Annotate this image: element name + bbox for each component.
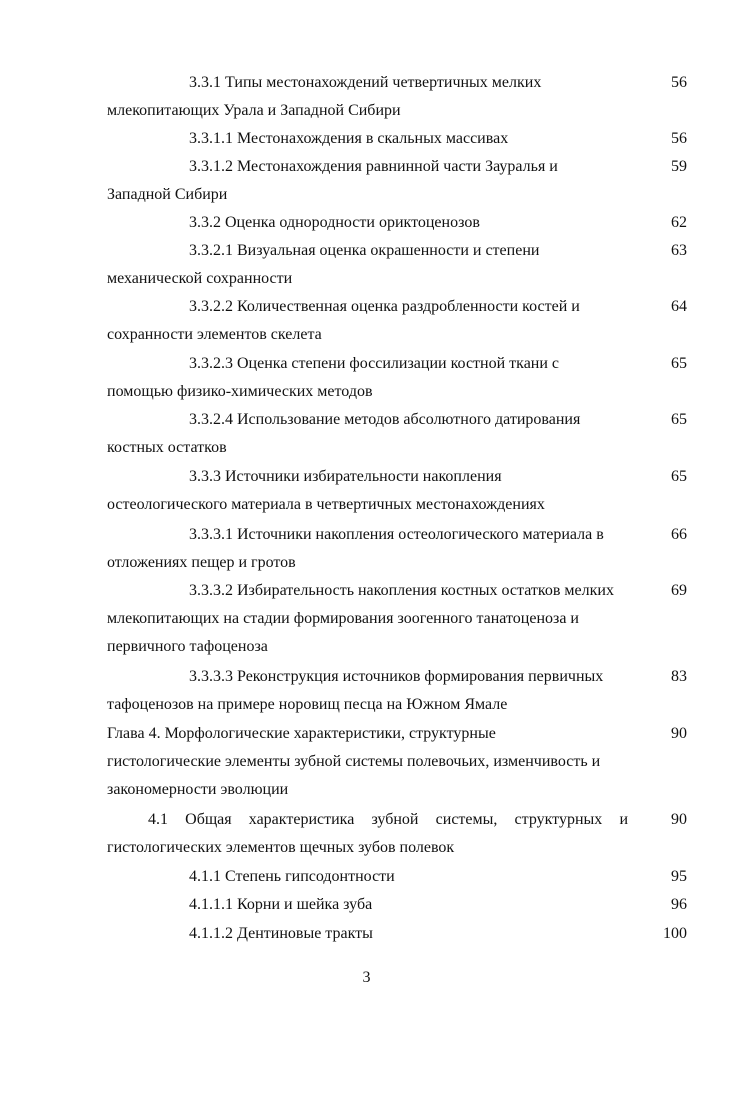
toc-entry-continuation <box>107 750 687 774</box>
toc-page-number: 65 <box>671 411 687 428</box>
toc-page-number: 59 <box>671 158 687 175</box>
toc-entry-text: гистологические элементы зубной системы полевочьих, изменчивость и <box>107 753 601 770</box>
toc-page-number: 69 <box>671 582 687 599</box>
toc-entry-text: 3.3.3.1 Источники накопления остеологического материала в <box>189 526 604 543</box>
toc-entry-continuation <box>107 493 687 517</box>
toc-entry-text: 3.3.2.2 Количественная оценка раздробленности костей и <box>189 298 580 315</box>
toc-entry-3-3-3-2 <box>107 579 687 603</box>
toc-entry-text: сохранности элементов скелета <box>107 326 322 343</box>
toc-page-number: 83 <box>671 668 687 685</box>
toc-entry-3-3-2-3 <box>107 352 687 376</box>
toc-page-number: 90 <box>671 725 687 742</box>
toc-entry-text: 3.3.1 Типы местонахождений четвертичных мелких <box>189 74 542 91</box>
toc-entry-text: 4.1.1.1 Корни и шейка зуба <box>189 896 373 913</box>
toc-entry-continuation <box>107 551 687 575</box>
toc-entry-4-1-1-1 <box>107 893 687 917</box>
toc-entry-text: 3.3.3.2 Избирательность накопления костных остатков мелких <box>189 582 614 599</box>
toc-entry-continuation <box>107 323 687 347</box>
toc-entry-text: остеологического материала в четвертичных местонахождениях <box>107 496 545 513</box>
toc-page-number: 90 <box>671 811 687 828</box>
toc-entry-continuation <box>107 635 687 659</box>
toc-entry-text: 3.3.2 Оценка однородности ориктоценозов <box>189 214 480 231</box>
toc-entry-text: тафоценозов на примере норовищ песца на Южном Ямале <box>107 696 508 713</box>
toc-entry-chapter-4 <box>107 722 687 746</box>
toc-page-number: 64 <box>671 298 687 315</box>
toc-entry-text: 3.3.1.2 Местонахождения равнинной части Зауралья и <box>189 158 558 175</box>
toc-entry-text: 3.3.2.4 Использование методов абсолютного датирования <box>189 411 581 428</box>
toc-entry-text: 4.1 Общая характеристика зубной системы, структурных и <box>148 811 628 828</box>
toc-entry-text: Западной Сибири <box>107 186 228 203</box>
toc-entry-3-3-2-4 <box>107 408 687 432</box>
toc-entry-text: закономерности эволюции <box>107 781 289 798</box>
toc-entry-continuation <box>107 436 687 460</box>
toc-page-number: 100 <box>663 925 687 942</box>
toc-entry-4-1 <box>107 808 687 832</box>
toc-entry-3-3-2 <box>107 211 687 235</box>
toc-page-number: 65 <box>671 355 687 372</box>
toc-page-number: 63 <box>671 242 687 259</box>
toc-page-number: 65 <box>671 468 687 485</box>
page-number: 3 <box>362 969 371 986</box>
toc-entry-continuation <box>107 267 687 291</box>
toc-page-number: 62 <box>671 214 687 231</box>
toc-page-number: 66 <box>671 526 687 543</box>
toc-entry-3-3-1 <box>107 71 687 95</box>
toc-entry-text: 3.3.3.3 Реконструкция источников формирования первичных <box>189 668 604 685</box>
toc-entry-text: 3.3.2.1 Визуальная оценка окрашенности и степени <box>189 242 540 259</box>
toc-entry-text: первичного тафоценоза <box>107 638 268 655</box>
toc-entry-4-1-1-2 <box>107 922 687 946</box>
toc-entry-3-3-1-2 <box>107 155 687 179</box>
toc-entry-continuation <box>107 99 687 123</box>
toc-page-number: 56 <box>671 130 687 147</box>
toc-entry-continuation <box>107 607 687 631</box>
toc-entry-3-3-2-1 <box>107 239 687 263</box>
toc-page-number: 95 <box>671 868 687 885</box>
toc-entry-3-3-3-3 <box>107 665 687 689</box>
toc-entry-continuation <box>107 778 687 802</box>
toc-entry-continuation <box>107 836 687 860</box>
toc-entry-text: гистологических элементов щечных зубов полевок <box>107 839 455 856</box>
toc-entry-text: 3.3.1.1 Местонахождения в скальных массивах <box>189 130 509 147</box>
toc-entry-text: млекопитающих Урала и Западной Сибири <box>107 102 401 119</box>
toc-entry-text: Глава 4. Морфологические характеристики, структурные <box>107 725 496 742</box>
toc-entry-continuation <box>107 183 687 207</box>
toc-entry-text: помощью физико-химических методов <box>107 383 373 400</box>
toc-entry-text: механической сохранности <box>107 270 293 287</box>
toc-entry-text: 4.1.1 Степень гипсодонтности <box>189 868 395 885</box>
toc-page-number: 56 <box>671 74 687 91</box>
toc-entry-text: млекопитающих на стадии формирования зоогенного танатоценоза и <box>107 610 579 627</box>
toc-entry-text: отложениях пещер и гротов <box>107 554 296 571</box>
toc-entry-text: костных остатков <box>107 439 227 456</box>
toc-entry-3-3-2-2 <box>107 295 687 319</box>
toc-entry-text: 4.1.1.2 Дентиновые тракты <box>189 925 373 942</box>
toc-entry-continuation <box>107 380 687 404</box>
toc-entry-4-1-1 <box>107 865 687 889</box>
toc-page-number: 96 <box>671 896 687 913</box>
toc-entry-continuation <box>107 693 687 717</box>
toc-entry-3-3-3 <box>107 465 687 489</box>
toc-entry-text: 3.3.2.3 Оценка степени фоссилизации костной ткани с <box>189 355 560 372</box>
toc-entry-3-3-1-1 <box>107 127 687 151</box>
toc-entry-3-3-3-1 <box>107 523 687 547</box>
toc-entry-text: 3.3.3 Источники избирательности накопления <box>189 468 502 485</box>
